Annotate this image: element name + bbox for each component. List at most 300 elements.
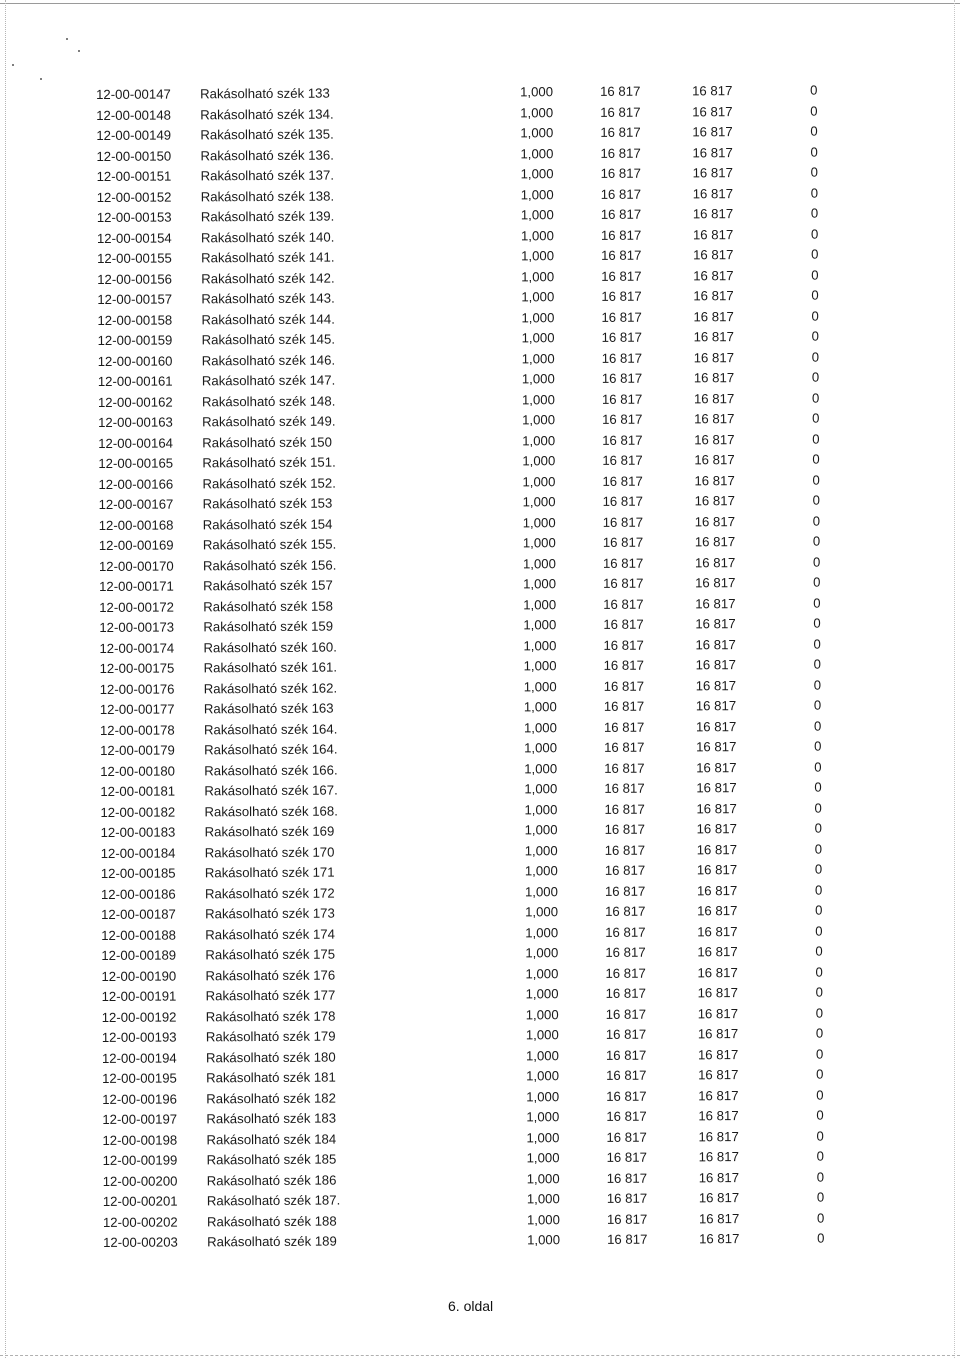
item-code-cell: 12-00-00176 <box>99 681 175 697</box>
difference-cell: 0 <box>814 861 823 877</box>
quantity-cell: 1,000 <box>521 289 555 305</box>
quantity-cell: 1,000 <box>524 842 558 858</box>
quantity-cell: 1,000 <box>524 801 558 817</box>
unit-price-cell: 16 817 <box>602 411 643 427</box>
unit-price-cell: 16 817 <box>605 965 646 981</box>
unit-price-cell: 16 817 <box>601 370 643 386</box>
unit-price-cell: 16 817 <box>603 698 645 714</box>
item-name-cell: Rakásolható szék 176 <box>205 967 336 983</box>
quantity-cell: 1,000 <box>526 1109 560 1125</box>
item-name-cell: Rakásolható szék 171 <box>204 864 335 881</box>
item-code-cell: 12-00-00150 <box>96 148 172 164</box>
quantity-cell: 1,000 <box>523 596 557 612</box>
item-name-cell: Rakásolható szék 154 <box>202 516 333 532</box>
item-name-cell: Rakásolható szék 145. <box>201 331 336 348</box>
difference-cell: 0 <box>813 636 821 652</box>
unit-price-cell: 16 817 <box>601 247 642 263</box>
item-code-cell: 12-00-00149 <box>96 127 172 143</box>
total-value-cell: 16 817 <box>697 903 738 919</box>
item-name-cell: Rakásolható szék 153 <box>202 495 333 512</box>
scan-left-edge <box>5 0 6 1358</box>
item-code-cell: 12-00-00165 <box>98 455 174 471</box>
item-code-cell: 12-00-00168 <box>98 517 174 533</box>
item-code-cell: 12-00-00147 <box>96 86 171 102</box>
item-name-cell: Rakásolható szék 164. <box>204 741 338 758</box>
total-value-cell: 16 817 <box>696 739 737 755</box>
difference-cell: 0 <box>810 205 819 221</box>
difference-cell: 0 <box>812 554 821 570</box>
item-name-cell: Rakásolható szék 133 <box>200 85 330 102</box>
total-value-cell: 16 817 <box>694 513 736 529</box>
difference-cell: 0 <box>810 103 818 119</box>
quantity-cell: 1,000 <box>521 371 555 387</box>
item-code-cell: 12-00-00186 <box>100 886 176 902</box>
item-code-cell: 12-00-00191 <box>101 988 177 1004</box>
quantity-cell: 1,000 <box>522 555 556 571</box>
unit-price-cell: 16 817 <box>606 1170 648 1186</box>
item-name-cell: Rakásolható szék 183 <box>206 1110 337 1127</box>
unit-price-cell: 16 817 <box>601 288 642 304</box>
item-name-cell: Rakásolható szék 179 <box>205 1028 336 1045</box>
unit-price-cell: 16 817 <box>604 780 645 796</box>
item-name-cell: Rakásolható szék 184 <box>206 1131 337 1147</box>
difference-cell: 0 <box>814 800 822 816</box>
quantity-cell: 1,000 <box>524 883 558 899</box>
difference-cell: 0 <box>810 123 818 139</box>
difference-cell: 0 <box>815 984 823 1000</box>
difference-cell: 0 <box>812 451 820 467</box>
difference-cell: 0 <box>816 1189 825 1205</box>
difference-cell: 0 <box>811 349 820 365</box>
quantity-cell: 1,000 <box>523 678 557 694</box>
item-code-cell: 12-00-00164 <box>98 435 174 451</box>
total-value-cell: 16 817 <box>692 185 734 201</box>
difference-cell: 0 <box>811 267 819 283</box>
difference-cell: 0 <box>816 1128 824 1144</box>
difference-cell: 0 <box>810 144 818 160</box>
total-value-cell: 16 817 <box>695 718 737 734</box>
item-code-cell: 12-00-00185 <box>100 865 176 881</box>
difference-cell: 0 <box>814 779 822 795</box>
unit-price-cell: 16 817 <box>601 268 642 284</box>
unit-price-cell: 16 817 <box>604 883 646 899</box>
item-name-cell: Rakásolható szék 149. <box>202 413 336 430</box>
total-value-cell: 16 817 <box>697 964 738 980</box>
difference-cell: 0 <box>814 738 822 754</box>
total-value-cell: 16 817 <box>694 493 735 509</box>
scan-top-edge <box>0 3 960 4</box>
item-name-cell: Rakásolható szék 182 <box>206 1090 337 1106</box>
quantity-cell: 1,000 <box>520 84 554 100</box>
unit-price-cell: 16 817 <box>600 165 641 181</box>
difference-cell: 0 <box>816 1169 825 1185</box>
unit-price-cell: 16 817 <box>607 1231 648 1247</box>
unit-price-cell: 16 817 <box>604 801 645 817</box>
total-value-cell: 16 817 <box>694 472 735 488</box>
item-name-cell: Rakásolható szék 146. <box>201 352 336 368</box>
total-value-cell: 16 817 <box>696 862 738 878</box>
item-code-cell: 12-00-00158 <box>97 312 173 328</box>
total-value-cell: 16 817 <box>694 554 736 570</box>
difference-cell: 0 <box>816 1148 824 1164</box>
total-value-cell: 16 817 <box>693 308 734 324</box>
quantity-cell: 1,000 <box>523 719 557 735</box>
unit-price-cell: 16 817 <box>605 1026 647 1042</box>
total-value-cell: 16 817 <box>698 1087 739 1103</box>
item-name-cell: Rakásolható szék 185 <box>206 1151 337 1168</box>
item-code-cell: 12-00-00174 <box>99 640 175 656</box>
item-name-cell: Rakásolható szék 168. <box>204 803 338 819</box>
total-value-cell: 16 817 <box>697 1005 739 1021</box>
quantity-cell: 1,000 <box>525 945 559 961</box>
total-value-cell: 16 817 <box>692 165 733 181</box>
total-value-cell: 16 817 <box>695 575 736 591</box>
unit-price-cell: 16 817 <box>600 104 641 120</box>
difference-cell: 0 <box>815 1046 824 1062</box>
total-value-cell: 16 817 <box>695 698 737 714</box>
item-code-cell: 12-00-00177 <box>99 701 175 717</box>
item-code-cell: 12-00-00162 <box>97 394 173 410</box>
unit-price-cell: 16 817 <box>602 432 643 448</box>
total-value-cell: 16 817 <box>698 1169 740 1185</box>
unit-price-cell: 16 817 <box>603 575 644 591</box>
item-name-cell: Rakásolható szék 187. <box>206 1192 341 1209</box>
quantity-cell: 1,000 <box>524 760 558 776</box>
inventory-table-body <box>96 80 883 1253</box>
difference-cell: 0 <box>811 246 819 262</box>
difference-cell: 0 <box>813 718 822 734</box>
item-name-cell: Rakásolható szék 181 <box>206 1069 336 1086</box>
item-code-cell: 12-00-00188 <box>101 927 177 943</box>
quantity-cell: 1,000 <box>520 104 554 120</box>
quantity-cell: 1,000 <box>522 535 556 551</box>
item-name-cell: Rakásolható szék 156. <box>202 557 337 573</box>
scan-speck <box>40 78 42 80</box>
item-code-cell: 12-00-00159 <box>97 332 173 348</box>
unit-price-cell: 16 817 <box>600 227 642 243</box>
item-code-cell: 12-00-00161 <box>97 373 173 389</box>
quantity-cell: 1,000 <box>520 227 554 243</box>
unit-price-cell: 16 817 <box>605 944 646 960</box>
difference-cell: 0 <box>812 410 820 426</box>
quantity-cell: 1,000 <box>524 740 558 756</box>
difference-cell: 0 <box>811 390 820 406</box>
item-name-cell: Rakásolható szék 188 <box>206 1213 337 1229</box>
difference-cell: 0 <box>810 185 819 201</box>
unit-price-cell: 16 817 <box>604 739 645 755</box>
quantity-cell: 1,000 <box>525 1047 559 1063</box>
difference-cell: 0 <box>813 656 821 672</box>
table-row <box>103 1228 883 1253</box>
quantity-cell: 1,000 <box>521 391 555 407</box>
item-code-cell: 12-00-00153 <box>96 209 172 225</box>
item-name-cell: Rakásolható szék 140. <box>200 229 335 245</box>
unit-price-cell: 16 817 <box>605 903 646 919</box>
difference-cell: 0 <box>816 1066 824 1082</box>
quantity-cell: 1,000 <box>525 986 559 1002</box>
difference-cell: 0 <box>812 513 821 529</box>
unit-price-cell: 16 817 <box>605 1047 647 1063</box>
quantity-cell: 1,000 <box>522 412 556 428</box>
unit-price-cell: 16 817 <box>605 924 646 940</box>
item-name-cell: Rakásolható szék 174 <box>205 926 335 942</box>
difference-cell: 0 <box>815 1025 824 1041</box>
item-code-cell: 12-00-00190 <box>101 968 177 984</box>
total-value-cell: 16 817 <box>696 759 737 775</box>
total-value-cell: 16 817 <box>693 329 734 345</box>
difference-cell: 0 <box>813 574 821 590</box>
difference-cell: 0 <box>811 369 820 385</box>
total-value-cell: 16 817 <box>696 821 737 837</box>
total-value-cell: 16 817 <box>692 124 733 140</box>
item-name-cell: Rakásolható szék 147. <box>201 372 336 389</box>
quantity-cell: 1,000 <box>523 637 557 653</box>
quantity-cell: 1,000 <box>526 1211 560 1227</box>
total-value-cell: 16 817 <box>695 616 736 632</box>
unit-price-cell: 16 817 <box>606 1129 647 1145</box>
unit-price-cell: 16 817 <box>601 309 642 325</box>
total-value-cell: 16 817 <box>697 985 738 1001</box>
unit-price-cell: 16 817 <box>604 821 645 837</box>
item-name-cell: Rakásolható szék 150 <box>202 434 332 450</box>
unit-price-cell: 16 817 <box>604 760 645 776</box>
total-value-cell: 16 817 <box>698 1210 740 1226</box>
quantity-cell: 1,000 <box>522 432 556 448</box>
difference-cell: 0 <box>815 902 823 918</box>
unit-price-cell: 16 817 <box>602 555 644 571</box>
item-code-cell: 12-00-00173 <box>99 619 175 635</box>
quantity-cell: 1,000 <box>520 125 554 141</box>
difference-cell: 0 <box>812 472 820 488</box>
item-code-cell: 12-00-00182 <box>100 804 176 820</box>
total-value-cell: 16 817 <box>696 841 738 857</box>
item-name-cell: Rakásolható szék 151. <box>202 454 336 471</box>
item-code-cell: 12-00-00184 <box>100 845 176 861</box>
item-code-cell: 12-00-00198 <box>102 1132 178 1148</box>
quantity-cell: 1,000 <box>521 309 555 325</box>
item-code-cell: 12-00-00169 <box>98 537 174 553</box>
total-value-cell: 16 817 <box>698 1190 740 1206</box>
unit-price-cell: 16 817 <box>602 473 643 489</box>
quantity-cell: 1,000 <box>525 1006 559 1022</box>
quantity-cell: 1,000 <box>527 1232 561 1248</box>
quantity-cell: 1,000 <box>525 924 559 940</box>
difference-cell: 0 <box>814 820 822 836</box>
unit-price-cell: 16 817 <box>603 637 644 653</box>
total-value-cell: 16 817 <box>697 944 738 960</box>
scan-speck <box>66 38 68 40</box>
total-value-cell: 16 817 <box>694 411 735 427</box>
unit-price-cell: 16 817 <box>600 124 641 140</box>
item-name-cell: Rakásolható szék 160. <box>203 639 337 655</box>
total-value-cell: 16 817 <box>695 636 736 652</box>
scan-speck <box>78 50 80 52</box>
quantity-cell: 1,000 <box>526 1191 560 1207</box>
item-code-cell: 12-00-00197 <box>102 1111 178 1127</box>
unit-price-cell: 16 817 <box>606 1211 648 1227</box>
quantity-cell: 1,000 <box>524 822 558 838</box>
item-name-cell: Rakásolható szék 157 <box>203 577 333 594</box>
unit-price-cell: 16 817 <box>605 985 646 1001</box>
total-value-cell: 16 817 <box>698 1067 739 1083</box>
quantity-cell: 1,000 <box>523 617 557 633</box>
item-name-cell: Rakásolható szék 189 <box>207 1233 337 1250</box>
item-code-cell: 12-00-00148 <box>96 107 172 123</box>
item-code-cell: 12-00-00157 <box>97 291 173 307</box>
item-name-cell: Rakásolható szék 162. <box>203 680 338 696</box>
quantity-cell: 1,000 <box>522 473 556 489</box>
unit-price-cell: 16 817 <box>604 842 646 858</box>
difference-cell: 0 <box>811 287 819 303</box>
total-value-cell: 16 817 <box>698 1149 739 1165</box>
quantity-cell: 1,000 <box>521 248 555 264</box>
quantity-cell: 1,000 <box>521 330 555 346</box>
unit-price-cell: 16 817 <box>602 452 643 468</box>
item-code-cell: 12-00-00172 <box>99 599 175 615</box>
quantity-cell: 1,000 <box>526 1170 560 1186</box>
item-code-cell: 12-00-00171 <box>99 578 174 594</box>
item-code-cell: 12-00-00167 <box>98 496 174 512</box>
total-value-cell: 16 817 <box>696 780 737 796</box>
unit-price-cell: 16 817 <box>603 657 644 673</box>
total-value-cell: 16 817 <box>694 431 735 447</box>
unit-price-cell: 16 817 <box>604 862 646 878</box>
total-value-cell: 16 817 <box>697 923 738 939</box>
difference-cell: 0 <box>810 226 819 242</box>
total-value-cell: 16 817 <box>698 1128 739 1144</box>
difference-cell: 0 <box>811 328 819 344</box>
difference-cell: 0 <box>816 1087 824 1103</box>
item-name-cell: Rakásolható szék 173 <box>205 905 335 922</box>
quantity-cell: 1,000 <box>525 965 559 981</box>
item-code-cell: 12-00-00166 <box>98 476 174 492</box>
total-value-cell: 16 817 <box>692 103 733 119</box>
item-code-cell: 12-00-00178 <box>99 722 175 738</box>
unit-price-cell: 16 817 <box>600 206 642 222</box>
scan-speck <box>12 64 14 66</box>
unit-price-cell: 16 817 <box>606 1088 647 1104</box>
unit-price-cell: 16 817 <box>601 350 643 366</box>
item-code-cell: 12-00-00196 <box>102 1091 178 1107</box>
unit-price-cell: 16 817 <box>606 1108 647 1124</box>
total-value-cell: 16 817 <box>695 677 737 693</box>
quantity-cell: 1,000 <box>524 781 558 797</box>
unit-price-cell: 16 817 <box>601 391 643 407</box>
total-value-cell: 16 817 <box>693 390 735 406</box>
total-value-cell: 16 817 <box>692 144 733 160</box>
item-code-cell: 12-00-00179 <box>100 742 175 758</box>
item-name-cell: Rakásolható szék 139. <box>200 208 335 225</box>
item-name-cell: Rakásolható szék 164. <box>203 721 338 737</box>
total-value-cell: 16 817 <box>693 288 734 304</box>
item-name-cell: Rakásolható szék 155. <box>202 536 337 553</box>
quantity-cell: 1,000 <box>526 1150 560 1166</box>
difference-cell: 0 <box>815 964 823 980</box>
quantity-cell: 1,000 <box>522 514 556 530</box>
scan-right-edge <box>954 0 955 1358</box>
quantity-cell: 1,000 <box>526 1088 560 1104</box>
scan-bottom-edge <box>0 1355 960 1356</box>
item-name-cell: Rakásolható szék 175 <box>205 946 336 963</box>
item-name-cell: Rakásolható szék 178 <box>205 1008 336 1024</box>
item-name-cell: Rakásolható szék 136. <box>200 147 334 163</box>
difference-cell: 0 <box>810 164 818 180</box>
item-code-cell: 12-00-00200 <box>102 1173 178 1189</box>
difference-cell: 0 <box>813 697 822 713</box>
difference-cell: 0 <box>815 923 823 939</box>
difference-cell: 0 <box>812 431 820 447</box>
item-code-cell: 12-00-00180 <box>100 763 176 779</box>
quantity-cell: 1,000 <box>526 1068 560 1084</box>
item-code-cell: 12-00-00201 <box>102 1193 178 1209</box>
quantity-cell: 1,000 <box>520 207 554 223</box>
total-value-cell: 16 817 <box>699 1231 740 1247</box>
unit-price-cell: 16 817 <box>600 83 641 99</box>
item-name-cell: Rakásolható szék 143. <box>201 290 335 307</box>
quantity-cell: 1,000 <box>521 268 555 284</box>
quantity-cell: 1,000 <box>525 1027 559 1043</box>
unit-price-cell: 16 817 <box>602 514 644 530</box>
total-value-cell: 16 817 <box>696 882 738 898</box>
item-code-cell: 12-00-00199 <box>102 1152 178 1168</box>
quantity-cell: 1,000 <box>525 904 559 920</box>
item-code-cell: 12-00-00202 <box>102 1214 178 1230</box>
difference-cell: 0 <box>813 615 821 631</box>
item-name-cell: Rakásolható szék 166. <box>204 762 338 778</box>
quantity-cell: 1,000 <box>522 453 556 469</box>
total-value-cell: 16 817 <box>697 1026 739 1042</box>
difference-cell: 0 <box>812 533 821 549</box>
unit-price-cell: 16 817 <box>603 616 644 632</box>
unit-price-cell: 16 817 <box>605 1006 647 1022</box>
item-code-cell: 12-00-00192 <box>101 1009 177 1025</box>
unit-price-cell: 16 817 <box>606 1149 647 1165</box>
difference-cell: 0 <box>813 595 821 611</box>
total-value-cell: 16 817 <box>695 595 736 611</box>
difference-cell: 0 <box>809 82 818 98</box>
difference-cell: 0 <box>812 492 820 508</box>
unit-price-cell: 16 817 <box>603 678 645 694</box>
difference-cell: 0 <box>814 841 823 857</box>
difference-cell: 0 <box>815 943 823 959</box>
quantity-cell: 1,000 <box>523 699 557 715</box>
item-code-cell: 12-00-00195 <box>102 1070 177 1086</box>
item-code-cell: 12-00-00183 <box>100 824 176 840</box>
difference-cell: 0 <box>816 1107 824 1123</box>
item-name-cell: Rakásolható szék 180 <box>205 1049 336 1065</box>
unit-price-cell: 16 817 <box>606 1190 648 1206</box>
total-value-cell: 16 817 <box>693 247 734 263</box>
item-name-cell: Rakásolható szék 152. <box>202 475 336 491</box>
item-name-cell: Rakásolható szék 134. <box>200 106 334 122</box>
total-value-cell: 16 817 <box>698 1108 739 1124</box>
unit-price-cell: 16 817 <box>602 534 644 550</box>
total-value-cell: 16 817 <box>695 657 736 673</box>
total-value-cell: 16 817 <box>697 1046 739 1062</box>
total-value-cell: 16 817 <box>692 206 734 222</box>
item-name-cell: Rakásolható szék 159 <box>203 618 334 635</box>
item-name-cell: Rakásolható szék 138. <box>200 188 335 204</box>
item-name-cell: Rakásolható szék 144. <box>201 311 335 327</box>
item-name-cell: Rakásolható szék 135. <box>200 126 334 143</box>
total-value-cell: 16 817 <box>694 534 736 550</box>
item-code-cell: 12-00-00181 <box>100 783 176 799</box>
total-value-cell: 16 817 <box>696 800 737 816</box>
item-code-cell: 12-00-00203 <box>103 1234 178 1250</box>
total-value-cell: 16 817 <box>692 226 734 242</box>
quantity-cell: 1,000 <box>521 350 555 366</box>
quantity-cell: 1,000 <box>520 166 554 182</box>
